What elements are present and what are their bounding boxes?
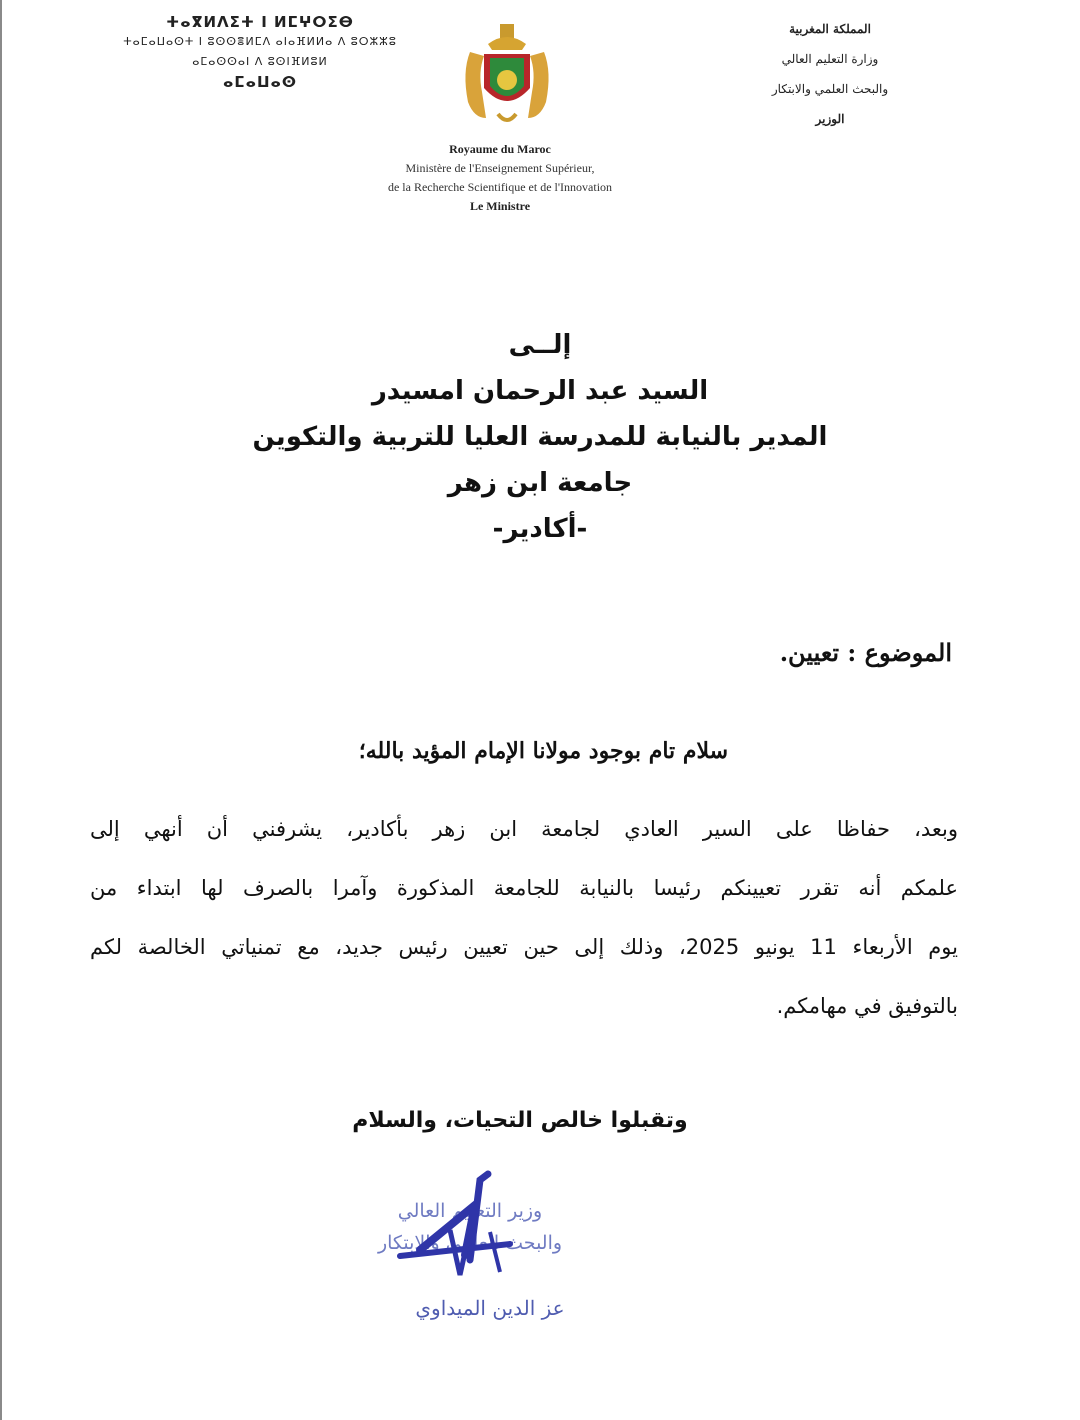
tifinagh-line: ⵜⴰⴳⵍⴷⵉⵜ ⵏ ⵍⵎⵖⵔⵉⴱ — [166, 13, 354, 31]
ministry-line: de la Recherche Scientifique et de l'Innovation — [387, 180, 613, 194]
tifinagh-line: ⴰⵎⴰⵙⵙⴰⵏ ⴷ ⵓⵙⵏⴼⵍⵓⵍ — [192, 55, 328, 68]
tifinagh-header — [80, 12, 440, 92]
stamp-line: وزير التعليم العالي — [397, 1200, 543, 1222]
subject-line: الموضوع : تعيين. — [779, 638, 952, 667]
arabic-header — [720, 14, 940, 134]
arabic-header-line: والبحث العلمي والابتكار — [771, 82, 889, 96]
arabic-header-line: وزارة التعليم العالي — [781, 52, 879, 66]
signer-name: عز الدين الميداوي — [415, 1296, 565, 1320]
arabic-header-line: الوزير — [815, 112, 845, 126]
minister-title: Le Ministre — [469, 199, 531, 213]
body-line: وبعد، حفاظا على السير العادي لجامعة ابن زهر بأكادير، يشرفني أن أنهي إلى — [90, 817, 958, 841]
recipient-institution: جامعة ابن زهر — [447, 468, 633, 498]
body-line: يوم الأربعاء 11 يونيو 2025، وذلك إلى حين تعيين رئيس جديد، مع تمنياتي الخالصة لكم — [90, 935, 959, 959]
recipient-city: -أكادير- — [492, 514, 588, 544]
salutation: سلام تام بوجود مولانا الإمام المؤيد بالله؛ — [358, 738, 728, 764]
stamp-line: والبحث العلمي والابتكار — [377, 1232, 563, 1254]
recipient-block — [200, 322, 880, 552]
body-line: بالتوفيق في مهامكم. — [776, 994, 958, 1018]
country-name: Royaume du Maroc — [449, 142, 551, 156]
moroccan-coat-of-arms-icon — [452, 22, 562, 132]
letter-body — [90, 800, 958, 1036]
recipient-to: إلــى — [508, 330, 572, 360]
recipient-position: المدير بالنيابة للمدرسة العليا للتربية والتكوين — [252, 422, 828, 452]
closing-line: وتقبلوا خالص التحيات، والسلام — [352, 1108, 688, 1133]
body-line: علمكم أنه تقرر تعيينكم رئيسا بالنيابة للجامعة المذكورة وآمرا بالصرف لها ابتداء من — [90, 876, 958, 900]
recipient-name: السيد عبد الرحمان امسيدر — [371, 376, 709, 406]
arabic-header-line: المملكة المغربية — [789, 22, 871, 36]
ministry-line: Ministère de l'Enseignement Supérieur, — [405, 161, 595, 175]
french-header — [330, 140, 670, 216]
tifinagh-line: ⵜⴰⵎⴰⵡⴰⵙⵜ ⵏ ⵓⵙⵙⴻⵍⵎⴷ ⴰⵏⴰⴼⵍⵍⴰ ⴷ ⵓⵔⵣⵣⵓ — [123, 35, 397, 48]
tifinagh-line: ⴰⵎⴰⵡⴰⵙ — [222, 73, 298, 91]
page-edge — [0, 0, 2, 1420]
